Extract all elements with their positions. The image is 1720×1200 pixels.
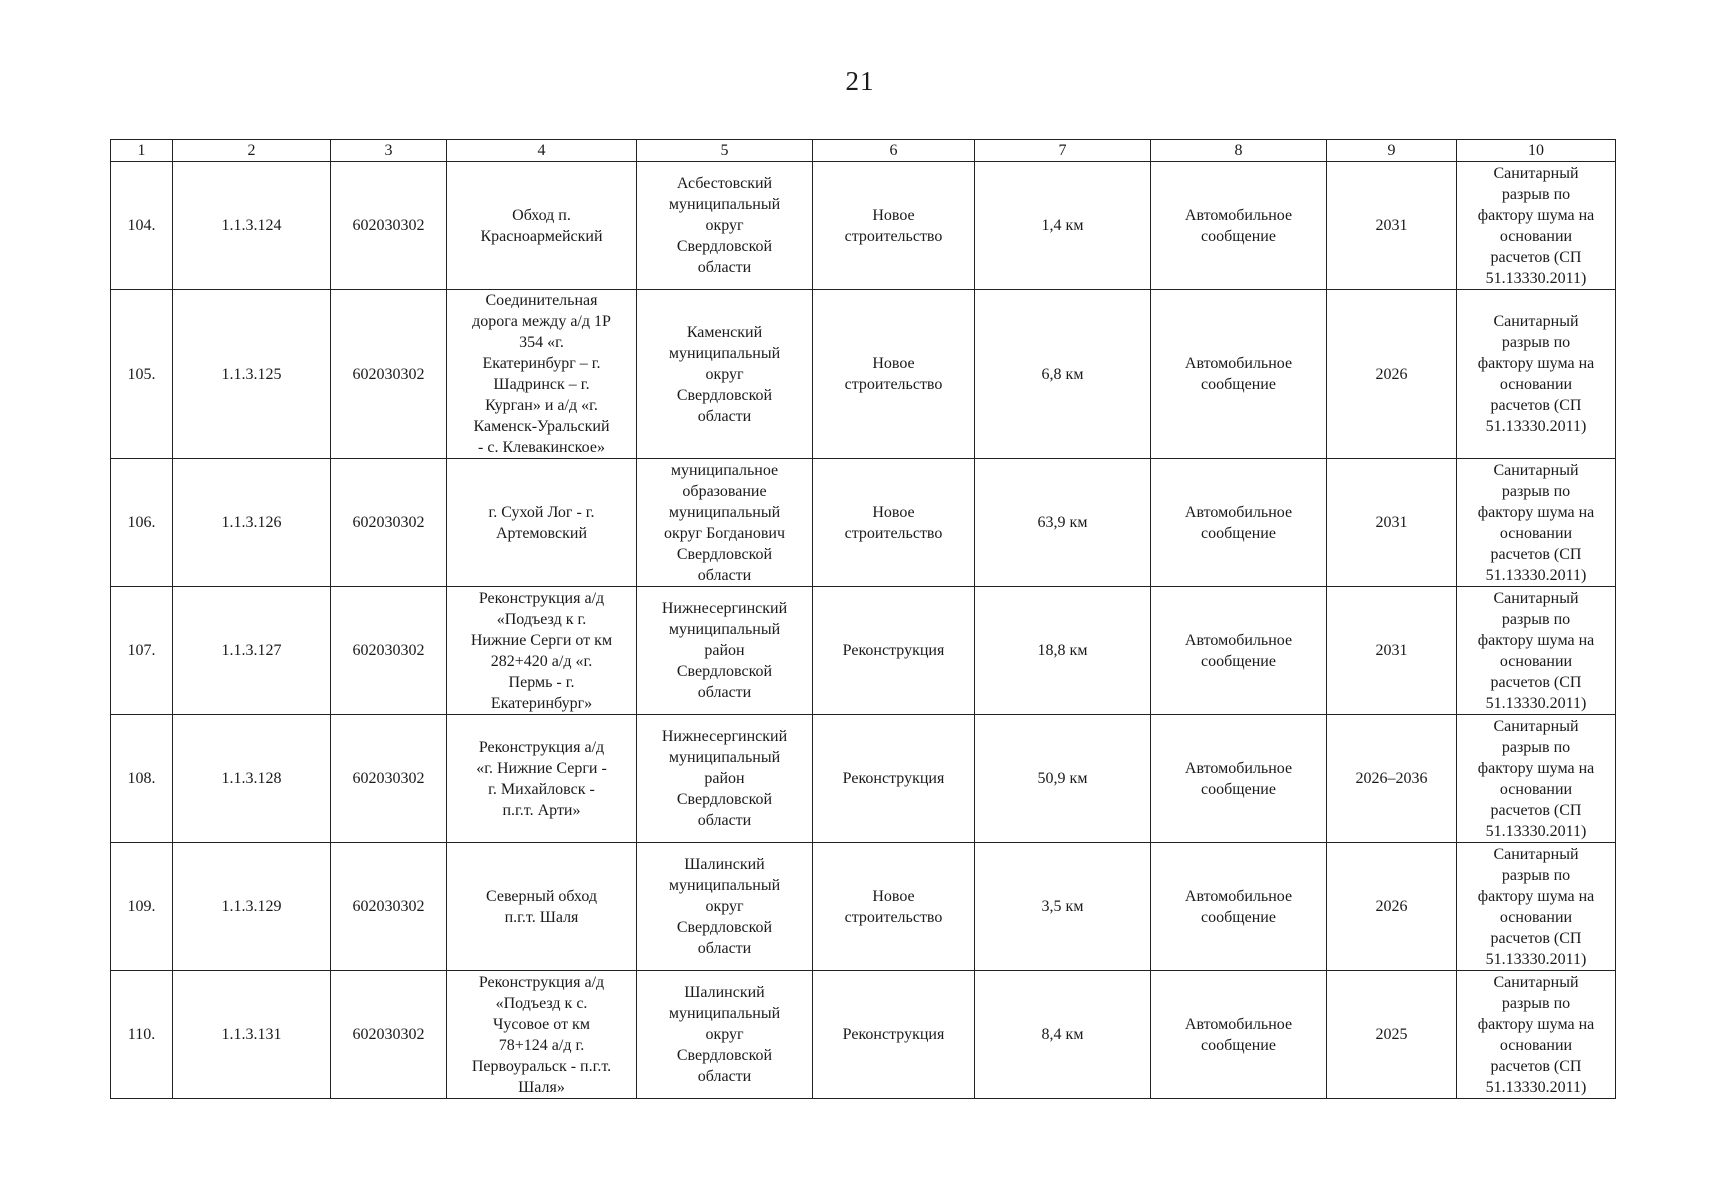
row-number-cell: 104.: [111, 162, 173, 290]
header-cell: 6: [813, 140, 975, 162]
object-code-cell: 1.1.3.131: [173, 971, 331, 1099]
length-cell: 63,9 км: [975, 459, 1151, 587]
location-cell: Шалинский муниципальный округ Свердловской области: [637, 843, 813, 971]
classifier-code-cell: 602030302: [331, 162, 447, 290]
object-name-cell: г. Сухой Лог - г. Артемовский: [447, 459, 637, 587]
table-row: [111, 459, 1616, 587]
location-cell: Асбестовский муниципальный округ Свердловской области: [637, 162, 813, 290]
object-code-cell: 1.1.3.127: [173, 587, 331, 715]
length-cell: 18,8 км: [975, 587, 1151, 715]
header-row: [111, 140, 1616, 162]
work-type-cell: Новое строительство: [813, 459, 975, 587]
row-number-cell: 109.: [111, 843, 173, 971]
row-number-cell: 105.: [111, 290, 173, 459]
zone-cell: Санитарный разрыв по фактору шума на основании расчетов (СП 51.13330.2011): [1457, 459, 1616, 587]
object-name-cell: Реконструкция а/д «Подъезд к с. Чусовое от км 78+124 а/д г. Первоуральск - п.г.т. Шаля»: [447, 971, 637, 1099]
table-body: [111, 162, 1616, 1099]
zone-cell: Санитарный разрыв по фактору шума на основании расчетов (СП 51.13330.2011): [1457, 587, 1616, 715]
work-type-cell: Новое строительство: [813, 290, 975, 459]
location-cell: муниципальное образование муниципальный округ Богданович Свердловской области: [637, 459, 813, 587]
classifier-code-cell: 602030302: [331, 459, 447, 587]
header-cell: 7: [975, 140, 1151, 162]
header-cell: 4: [447, 140, 637, 162]
classifier-code-cell: 602030302: [331, 843, 447, 971]
period-cell: 2026: [1327, 290, 1457, 459]
period-cell: 2031: [1327, 459, 1457, 587]
purpose-cell: Автомобильное сообщение: [1151, 843, 1327, 971]
table-row: [111, 843, 1616, 971]
work-type-cell: Новое строительство: [813, 843, 975, 971]
classifier-code-cell: 602030302: [331, 715, 447, 843]
data-table: [110, 139, 1616, 1099]
header-cell: 3: [331, 140, 447, 162]
object-code-cell: 1.1.3.128: [173, 715, 331, 843]
object-name-cell: Реконструкция а/д «г. Нижние Серги - г. Михайловск - п.г.т. Арти»: [447, 715, 637, 843]
table-row: [111, 587, 1616, 715]
table-row: [111, 162, 1616, 290]
table-row: [111, 715, 1616, 843]
purpose-cell: Автомобильное сообщение: [1151, 459, 1327, 587]
object-code-cell: 1.1.3.125: [173, 290, 331, 459]
location-cell: Нижнесергинский муниципальный район Свердловской области: [637, 587, 813, 715]
row-number-cell: 108.: [111, 715, 173, 843]
table-row: [111, 971, 1616, 1099]
header-cell: 8: [1151, 140, 1327, 162]
zone-cell: Санитарный разрыв по фактору шума на основании расчетов (СП 51.13330.2011): [1457, 843, 1616, 971]
page-number: 21: [845, 66, 875, 96]
work-type-cell: Новое строительство: [813, 162, 975, 290]
object-name-cell: Реконструкция а/д «Подъезд к г. Нижние Серги от км 282+420 а/д «г. Пермь - г. Екатеринбург»: [447, 587, 637, 715]
work-type-cell: Реконструкция: [813, 971, 975, 1099]
classifier-code-cell: 602030302: [331, 971, 447, 1099]
header-cell: 9: [1327, 140, 1457, 162]
object-name-cell: Обход п. Красноармейский: [447, 162, 637, 290]
location-cell: Шалинский муниципальный округ Свердловской области: [637, 971, 813, 1099]
work-type-cell: Реконструкция: [813, 715, 975, 843]
zone-cell: Санитарный разрыв по фактору шума на основании расчетов (СП 51.13330.2011): [1457, 715, 1616, 843]
length-cell: 3,5 км: [975, 843, 1151, 971]
period-cell: 2025: [1327, 971, 1457, 1099]
purpose-cell: Автомобильное сообщение: [1151, 971, 1327, 1099]
classifier-code-cell: 602030302: [331, 290, 447, 459]
period-cell: 2026–2036: [1327, 715, 1457, 843]
purpose-cell: Автомобильное сообщение: [1151, 162, 1327, 290]
header-cell: 10: [1457, 140, 1616, 162]
zone-cell: Санитарный разрыв по фактору шума на основании расчетов (СП 51.13330.2011): [1457, 162, 1616, 290]
object-name-cell: Соединительная дорога между а/д 1Р 354 «г. Екатеринбург – г. Шадринск – г. Курган» и а/д «г. Каменск-Уральский - с. Клевакинское»: [447, 290, 637, 459]
row-number-cell: 107.: [111, 587, 173, 715]
object-code-cell: 1.1.3.124: [173, 162, 331, 290]
location-cell: Каменский муниципальный округ Свердловской области: [637, 290, 813, 459]
length-cell: 6,8 км: [975, 290, 1151, 459]
table-header: [111, 140, 1616, 162]
location-cell: Нижнесергинский муниципальный район Свердловской области: [637, 715, 813, 843]
object-code-cell: 1.1.3.126: [173, 459, 331, 587]
row-number-cell: 106.: [111, 459, 173, 587]
header-cell: 2: [173, 140, 331, 162]
length-cell: 1,4 км: [975, 162, 1151, 290]
table-row: [111, 290, 1616, 459]
classifier-code-cell: 602030302: [331, 587, 447, 715]
object-code-cell: 1.1.3.129: [173, 843, 331, 971]
length-cell: 50,9 км: [975, 715, 1151, 843]
period-cell: 2031: [1327, 162, 1457, 290]
zone-cell: Санитарный разрыв по фактору шума на основании расчетов (СП 51.13330.2011): [1457, 290, 1616, 459]
zone-cell: Санитарный разрыв по фактору шума на основании расчетов (СП 51.13330.2011): [1457, 971, 1616, 1099]
purpose-cell: Автомобильное сообщение: [1151, 290, 1327, 459]
purpose-cell: Автомобильное сообщение: [1151, 715, 1327, 843]
object-name-cell: Северный обход п.г.т. Шаля: [447, 843, 637, 971]
header-cell: 1: [111, 140, 173, 162]
period-cell: 2031: [1327, 587, 1457, 715]
length-cell: 8,4 км: [975, 971, 1151, 1099]
header-cell: 5: [637, 140, 813, 162]
period-cell: 2026: [1327, 843, 1457, 971]
row-number-cell: 110.: [111, 971, 173, 1099]
purpose-cell: Автомобильное сообщение: [1151, 587, 1327, 715]
work-type-cell: Реконструкция: [813, 587, 975, 715]
